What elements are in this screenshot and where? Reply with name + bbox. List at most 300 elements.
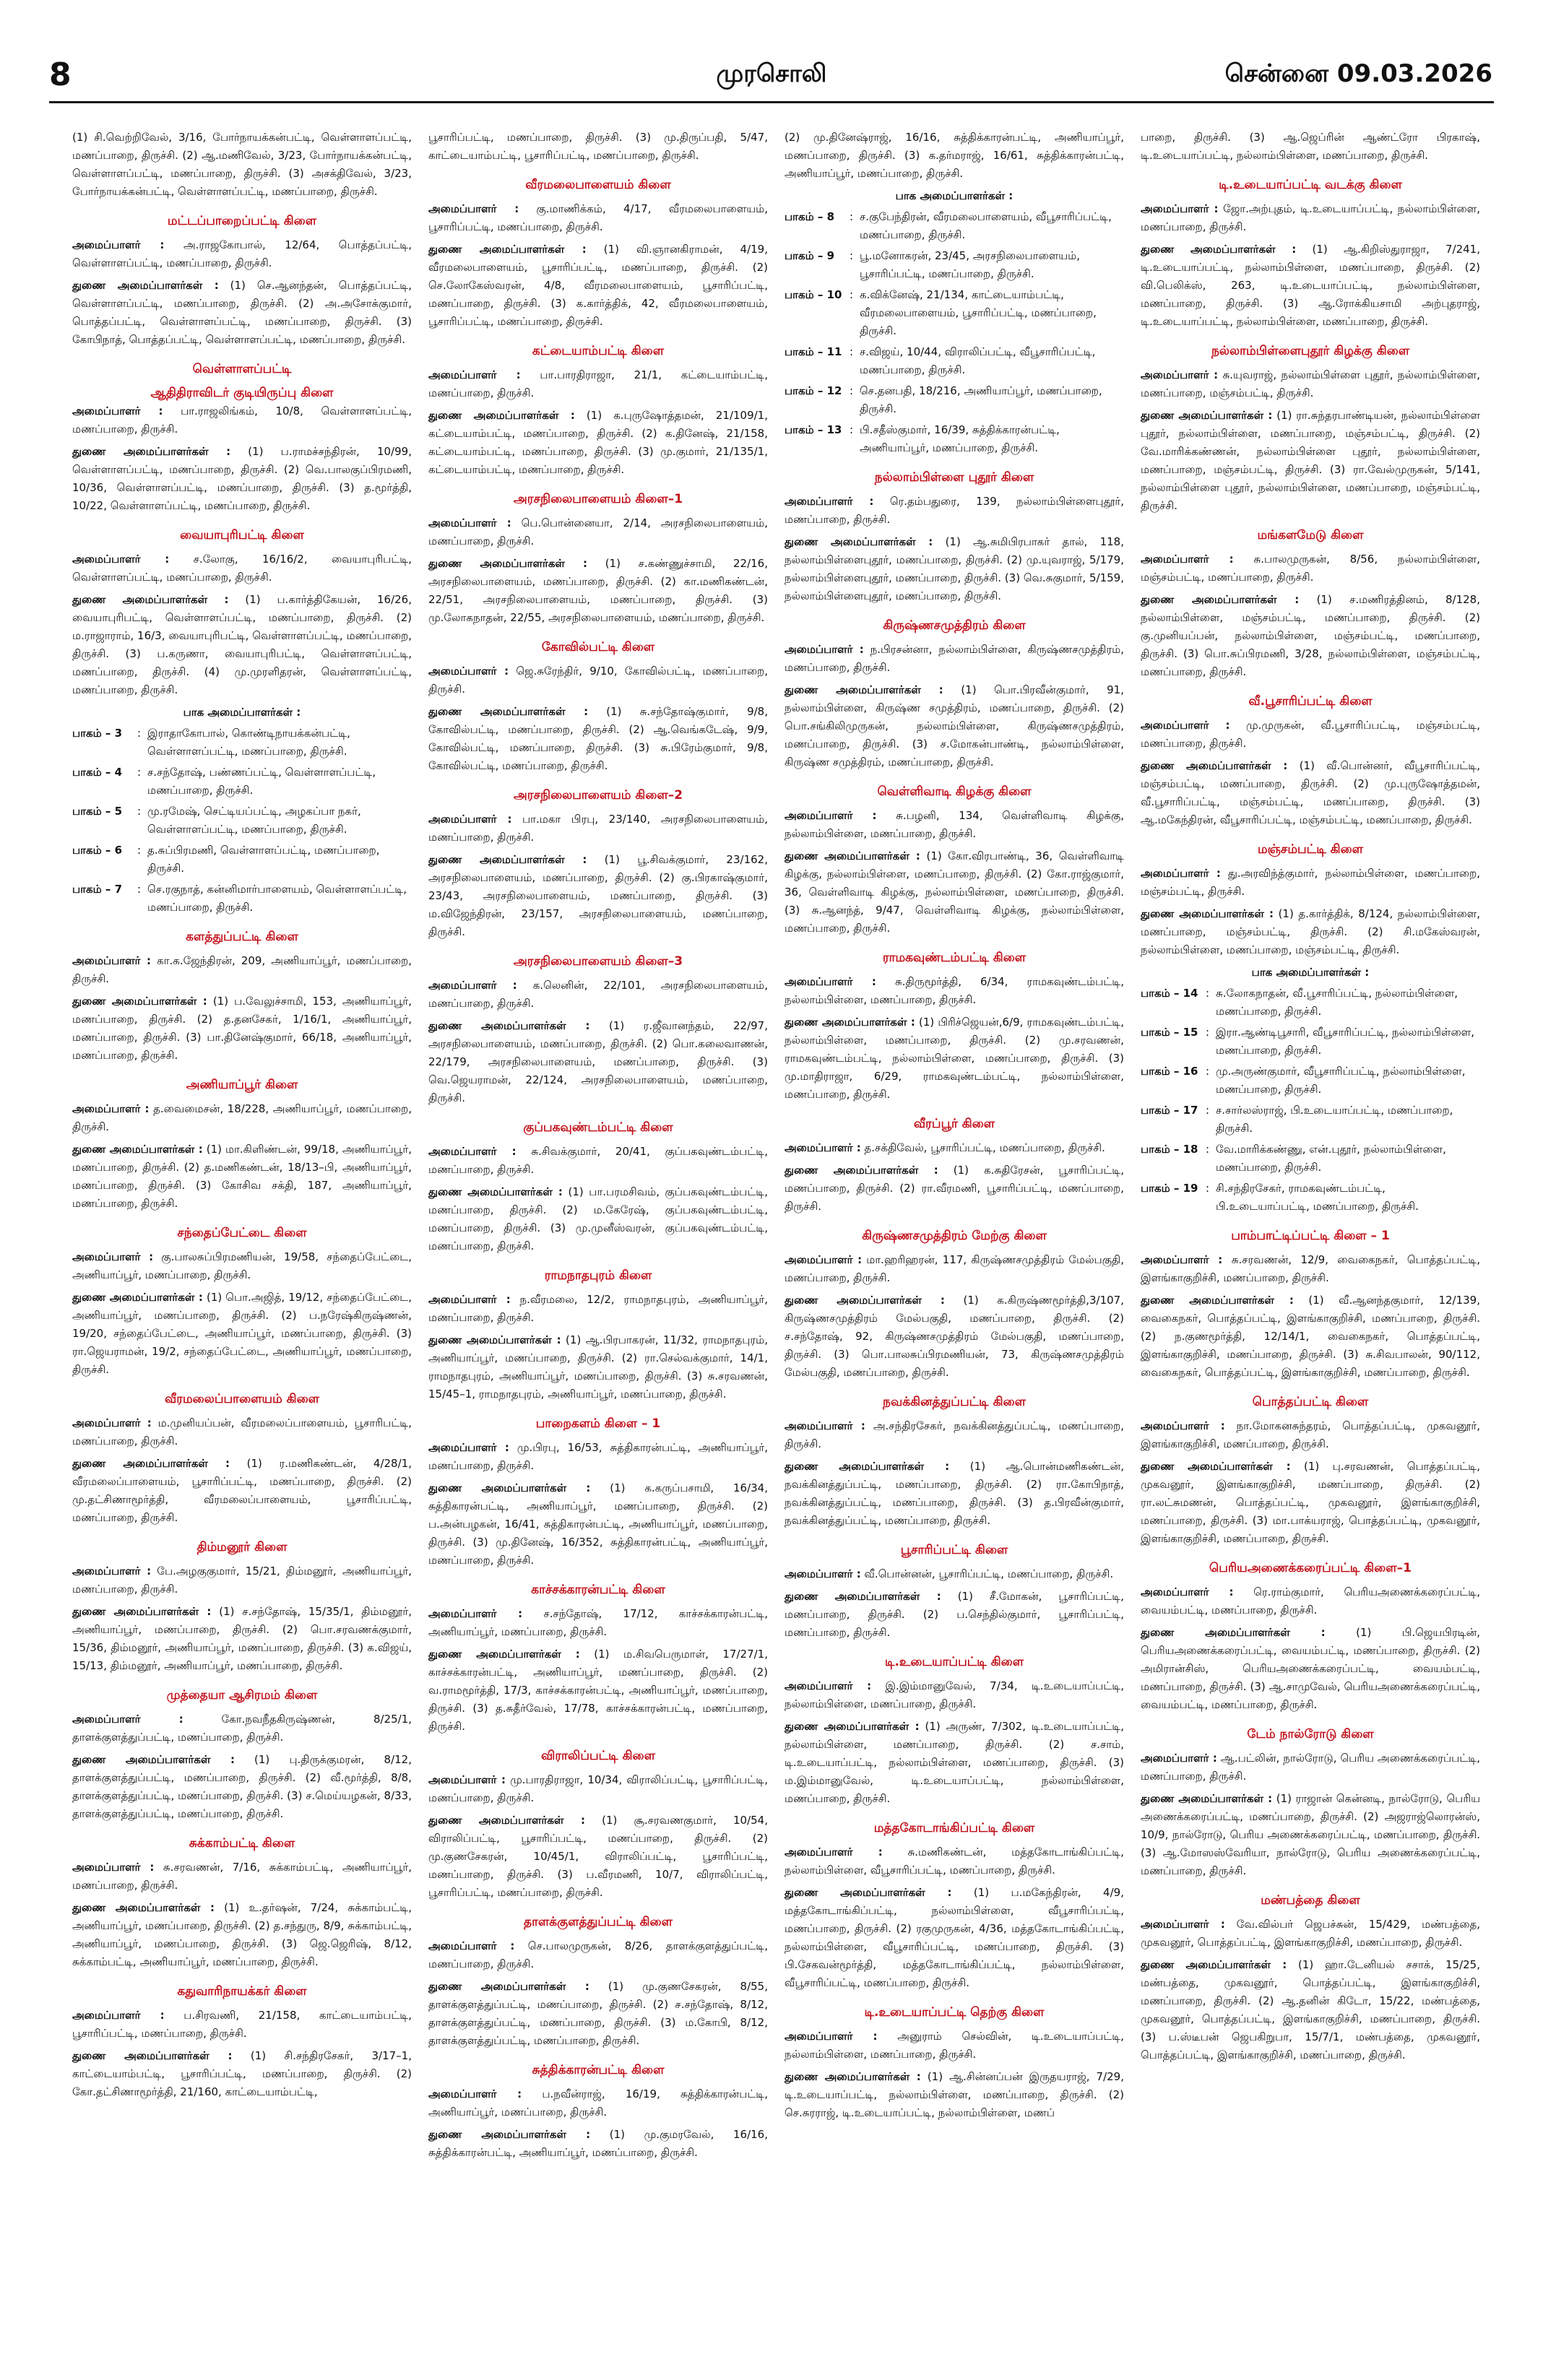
secretary-text: கா.க.ஜேந்திரன், 209, அணியாப்பூர், மணப்பாறை, திருச்சி. [72, 954, 412, 985]
branch-section [1141, 1559, 1480, 1714]
branch-section [428, 129, 768, 165]
secretary-text: சு.திருமூர்த்தி, 6/34, ராமகவுண்டம்பட்டி, நல்லாம்பிள்ளை, மணப்பாறை, திருச்சி. [785, 975, 1124, 1006]
deputies-entry [72, 277, 412, 349]
deputies-entry [1141, 241, 1480, 331]
booth-row [785, 208, 1124, 244]
booth-prefix: பாகம் – [785, 423, 827, 436]
booth-text: த.சுப்பிரமணி, வெள்ளாளப்பட்டி, மணப்பாறை, திருச்சி. [147, 844, 380, 875]
booth-row [785, 343, 1124, 379]
secretary-entry [72, 952, 412, 988]
deputies-text: (1) க.கருப்பசாமி, 16/34, சுத்திகாரன்பட்டி, அணியாப்பூர், மணப்பாறை, திருச்சி. (2) ப.அன்பழகன், 16/41, சுத்திகாரன்பட்டி, அணியாப்பூர், மணப்பாறை, திருச்சி. (3) மு.தினேஷ், 16/352, சுத்திகாரன்பட்டி, அணியாப்பூர், மணப்பாறை, திருச்சி. [428, 1481, 768, 1567]
booth-separator: : [850, 384, 854, 397]
deputies-label: துணை அமைப்பாளர்கள் : [428, 853, 587, 866]
secretary-text: ம.முனியப்பன், வீரமலைப்பாளையம், பூசாரிபட்டி, மணப்பாறை, திருச்சி. [72, 1416, 412, 1448]
branch-title: குப்பகவுண்டம்பட்டி கிளை [523, 1120, 673, 1135]
secretary-entry [1141, 1749, 1480, 1786]
branch-section [1141, 1227, 1480, 1382]
deputies-label: துணை அமைப்பாளர்கள் : [72, 279, 219, 292]
deputies-entry [72, 1751, 412, 1823]
booth-separator: : [137, 805, 142, 818]
deputies-text: (1) க.கிருஷ்ணமூர்த்தி,3/107, கிருஷ்ணசமுத்திரம் மேல்பகுதி, மணப்பாறை, திருச்சி. (2) ச.சந்தோஷ், 92, கிருஷ்ணசமுத்திரம் மேல்பகுதி, மணப்பாறை, திருச்சி. (3) பொ.பாலசுப்பிரமணியன், 73, கிருஷ்ணசமுத்திரம் மேல்பகுதி, மணப்பாறை, திருச்சி. [785, 1294, 1124, 1379]
secretary-text: வீ.பொன்னன், பூசாரிப்பட்டி, மணப்பாறை, திருச்சி. [864, 1567, 1114, 1580]
booth-number [72, 880, 137, 917]
deputies-text: (1) க.புருஷோத்தமன், 21/109/1, கட்டையாம்பட்டி, மணப்பாறை, திருச்சி. (2) க.தினேஷ், 21/158, கட்டையாம்பட்டி, மணப்பாறை, திருச்சி. (3) மு.குமார், 21/135/1, கட்டையாம்பட்டி, மணப்பாறை, திருச்சி. [428, 409, 768, 476]
booth-separator: : [137, 883, 142, 896]
branch-title: விராலிப்பட்டி கிளை [541, 1749, 655, 1763]
secretary-entry [428, 977, 768, 1013]
booth-text: இராதாகோபால், கொண்டிநாயக்கன்பட்டி, வெள்ளாளப்பட்டி, மணப்பாறை, திருச்சி. [147, 727, 350, 758]
deputies-text: (1) க.சுதிரேசன், பூசாரிப்பட்டி, மணப்பாறை, திருச்சி. (2) ரா.வீரமணி, பூசாரிப்பட்டி, மணப்பாறை, திருச்சி. [785, 1164, 1124, 1213]
booth-text: சி.சந்திரசேகர், ராமகவுண்டம்பட்டி, பி.உடையாப்பட்டி, மணப்பாறை, திருச்சி. [1216, 1182, 1419, 1213]
secretary-text: பா.மகா பிரபு, 23/140, அரசநிலைபாளையம், மணப்பாறை, திருச்சி. [428, 813, 768, 844]
deputies-text: (1) ஹா.டேனியல் சசாக், 15/25, மண்பத்தை, முகவனூர், பொத்தப்பட்டி, இளங்காகுறிச்சி, மணப்பாறை, திருச்சி. (2) ஆ.தனின் கிடோ, 15/22, மண்பத்தை, முகவனூர், பொத்தப்பட்டி, இளங்காகுறிச்சி, மணப்பாறை, திருச்சி. (3) ப.ஸ்டீபன் ஜெபகிறுபா, 15/7/1, மண்பத்தை, முகவனூர், பொத்தப்பட்டி, இளங்காகுறிச்சி, மணப்பாறை, திருச்சி. [1141, 1958, 1480, 2061]
deputies-label: துணை அமைப்பாளர்கள் : [1141, 907, 1274, 920]
secretary-entry [72, 1100, 412, 1136]
booth-prefix: பாகம் – [785, 288, 827, 301]
secretary-label: அமைப்பாளர் : [1141, 1918, 1225, 1931]
booth-number [72, 763, 137, 800]
deputies-text: (1) ஆ.பிரபாகரன், 11/32, ராமநாதபுரம், அணியாப்பூர், மணப்பாறை, திருச்சி. (2) ரா.செல்வக்குமார், 14/1, ராமநாதபுரம், அணியாப்பூர், மணப்பாறை, திருச்சி. (3) சு.சரவணன், 15/45–1, ராமநாதபுரம், அணியாப்பூர், மணப்பாறை, திருச்சி. [428, 1333, 768, 1401]
deputies-entry [1141, 1790, 1480, 1880]
booth-separator: : [1206, 1143, 1210, 1156]
secretary-label: அமைப்பாளர் : [1141, 202, 1219, 215]
secretary-entry [785, 1565, 1124, 1583]
secretary-entry [785, 1417, 1124, 1453]
deputies-text: (1) சீ.மோகன், பூசாரிப்பட்டி, மணப்பாறை, திருச்சி. (2) ப.செந்தில்குமார், பூசாரிப்பட்டி, மணப்பாறை, திருச்சி. [785, 1590, 1124, 1639]
deputies-entry [72, 1141, 412, 1213]
secretary-label: அமைப்பாளர் : [1141, 1419, 1225, 1432]
booth-prefix: பாகம் – [785, 384, 827, 397]
deputies-label: துணை அமைப்பாளர்கள் : [428, 1648, 580, 1661]
deputies-entry [428, 1479, 768, 1570]
deputies-text: (1) ச.மணிரத்தினம், 8/128, நல்லாம்பிள்ளை, மஞ்சம்பட்டி, மணப்பாறை, திருச்சி. (2) கு.முனியப்பன், நல்லாம்பிள்ளை, மஞ்சம்பட்டி, மணப்பாறை, திருச்சி. (3) பொ.சுப்பிரமணி, 3/28, நல்லாம்பிள்ளை, மஞ்சம்பட்டி, மணப்பாறை, திருச்சி. [1141, 593, 1480, 678]
deputies-label: துணை அமைப்பாளர்கள் : [72, 995, 207, 1008]
booth-row [785, 286, 1124, 340]
secretary-entry [1141, 1251, 1480, 1287]
booth-text: ச.விஜய், 10/44, விராலிப்பட்டி, வீபூசாரிப்பட்டி, மணப்பாறை, திருச்சி. [860, 345, 1096, 376]
branch-section [72, 1835, 412, 1971]
deputies-entry [72, 591, 412, 699]
deputies-label: துணை அமைப்பாளர்கள் : [428, 409, 575, 422]
secretary-text: து.அரவிந்த்குமார், நல்லாம்பிள்ளை, மணப்பாறை, மஞ்சம்பட்டி, திருச்சி. [1141, 867, 1480, 898]
deputies-text: (1) சி.சந்திரசேகர், 3/17–1, காட்டையாம்பட்டி, பூசாரிப்பட்டி, மணப்பாறை, திருச்சி. (2) கோ.தட்சிணாமூர்த்தி, 21/160, காட்டையாம்பட்டி, [72, 2049, 412, 2098]
booth-prefix: பாகம் – [72, 766, 115, 779]
deputies-label: துணை அமைப்பாளர்கள் : [785, 849, 920, 862]
deputies-label: துணை அமைப்பாளர்கள் : [72, 593, 229, 606]
branch-section [72, 1539, 412, 1675]
branch-title: அரசநிலைபாளையம் கிளை–3 [513, 954, 683, 969]
secretary-text: க.லெனின், 22/101, அரசநிலைபாளையம், மணப்பாறை, திருச்சி. [428, 979, 768, 1010]
deputies-entry [428, 407, 768, 479]
branch-section [1141, 176, 1480, 331]
branch-title: சந்தைப்பேட்டை கிளை [177, 1226, 307, 1240]
deputies-label: துணை அமைப்பாளர்கள் : [1141, 1792, 1273, 1805]
branch-title: கிருஷ்ணசமுத்திரம் கிளை [883, 618, 1026, 633]
booth-row [72, 880, 412, 917]
booth-number [1141, 1141, 1206, 1177]
secretary-text: ந.பிரசன்னா, நல்லாம்பிள்ளை, கிருஷ்ணசமுத்திரம், மணப்பாறை, திருச்சி. [785, 643, 1124, 674]
deputies-label: துணை அமைப்பாளர்கள் : [785, 1590, 941, 1603]
booth-separator: : [137, 844, 142, 857]
booth-text: செ.ரகுநாத், கன்னிமார்பாளையம், வெள்ளாளப்பட்டி, மணப்பாறை, திருச்சி. [147, 883, 407, 914]
booth-prefix: பாகம் – [72, 727, 115, 740]
branch-title: அரசநிலைபாளையம் கிளை–2 [513, 788, 683, 802]
deputies-entry [72, 1899, 412, 1971]
branch-title: வெள்ளாளப்பட்டி [192, 362, 292, 376]
deputies-label: துணை அமைப்பாளர்கள் : [428, 1019, 590, 1032]
masthead [0, 0, 1543, 93]
secretary-label: அமைப்பாளர் : [785, 1567, 861, 1580]
deputies-text: (1) ஆ.பொன்மணிகண்டன், நவக்கினத்துப்பட்டி, மணப்பாறை, திருச்சி. (2) ரா.கோபிநாத், நவக்கினத்துப்பட்டி, மணப்பாறை, திருச்சி. (3) த.பிரவீன்குமார், நவக்கினத்துப்பட்டி, மணப்பாறை, திருச்சி. [785, 1460, 1124, 1527]
deputies-text: (1) பொ.அஜித், 19/12, சந்தைப்பேட்டை, அணியாப்பூர், மணப்பாறை, திருச்சி. (2) ப.நரேஷ்கிருஷ்ணன், 19/20, சந்தைப்பேட்டை, அணியாப்பூர், மணப்பாறை, திருச்சி. (3) ரா.ஜெயராமன், 19/2, சந்தைப்பேட்டை, அணியாப்பூர், மணப்பாறை, திருச்சி. [72, 1291, 412, 1376]
deputies-text: (1) வி.ஞானகிராமன், 4/19, வீரமலைபாளையம், பூசாரிப்பட்டி, மணப்பாறை, திருச்சி. (2) செ.லோகேஸ்வரன், 4/8, வீரமலைபாளையம், பூசாரிப்பட்டி, மணப்பாறை, திருச்சி. (3) க.கார்த்திக், 42, வீரமலைபாளையம், பூசாரிப்பட்டி, மணப்பாறை, திருச்சி. [428, 243, 768, 328]
booth-row [72, 763, 412, 800]
branch-title: வெள்ளிவாடி கிழக்கு கிளை [877, 784, 1032, 799]
deputies-text: (1) த.கார்த்திக், 8/124, நல்லாம்பிள்ளை, மணப்பாறை, மஞ்சம்பட்டி, திருச்சி. (2) சி.மகேஸ்வரன், நல்லாம்பிள்ளை, மணப்பாறை, மஞ்சம்பட்டி, திருச்சி. [1141, 907, 1480, 956]
secretary-entry [785, 2028, 1124, 2064]
secretary-entry [428, 366, 768, 402]
booth-separator: : [850, 249, 854, 262]
continued-text: பூசாரிப்பட்டி, மணப்பாறை, திருச்சி. (3) மு.திருப்பதி, 5/47, காட்டையாம்பட்டி, பூசாரிப்பட்டி, மணப்பாறை, திருச்சி. [428, 131, 768, 162]
deputies-label: துணை அமைப்பாளர்கள் : [785, 1720, 920, 1733]
booth-no: 7 [114, 883, 123, 896]
booth-no: 5 [114, 805, 123, 818]
branch-title: திம்மனூர் கிளை [196, 1540, 288, 1554]
secretary-text: சு.மணிகண்டன், மத்தகோடாங்கிப்பட்டி, நல்லாம்பிள்ளை, வீபூசாரிப்பட்டி, மணப்பாறை, திருச்சி. [785, 1845, 1124, 1877]
branch-title: வீரப்பூர் கிளை [913, 1117, 995, 1131]
secretary-label: அமைப்பாளர் : [428, 813, 512, 826]
deputies-label: துணை அமைப்பாளர்கள் : [428, 557, 588, 570]
secretary-entry [428, 662, 768, 698]
secretary-label: அமைப்பாளர் : [1141, 553, 1234, 566]
booth-prefix: பாகம் – [72, 844, 115, 857]
branch-title: அணியாப்பூர் கிளை [186, 1078, 298, 1092]
branch-section [1141, 527, 1480, 681]
deputies-text: (1) செ.ஆனந்தன், பொத்தப்பட்டி, வெள்ளாளப்பட்டி, மணப்பாறை, திருச்சி. (2) அ.அசோக்குமார், பொத்தப்பட்டி, வெள்ளாளப்பட்டி, மணப்பாறை, திருச்சி. (3) கோபிநாத், பொத்தப்பட்டி, வெள்ளாளப்பட்டி, மணப்பாறை, திருச்சி. [72, 279, 412, 346]
booth-row [1141, 985, 1480, 1021]
branch-title: பாறைகளம் கிளை – 1 [535, 1416, 661, 1431]
deputies-text: (1) சு.சந்தோஷ்குமார், 9/8, கோவில்பட்டி, மணப்பாறை, திருச்சி. (2) ஆ.வெங்கடேஷ், 9/9, கோவில்பட்டி, மணப்பாறை, திருச்சி. (3) சு.பிரேம்குமார், 9/8, கோவில்பட்டி, மணப்பாறை, திருச்சி. [428, 705, 768, 772]
secretary-entry [428, 2085, 768, 2121]
booth-text: இரா.ஆண்டிபூசாரி, வீபூசாரிப்பட்டி, நல்லாம்பிள்ளை, மணப்பாறை, திருச்சி. [1216, 1026, 1474, 1057]
deputies-label: துணை அமைப்பாளர்கள் : [1141, 1958, 1287, 1971]
deputies-label: துணை அமைப்பாளர்கள் : [1141, 243, 1297, 256]
deputies-text: (1) மா.கிளிண்டன், 99/18, அணியாப்பூர், மணப்பாறை, திருச்சி. (2) த.மணிகண்டன், 18/13–பி, அணியாப்பூர், மணப்பாறை, திருச்சி. (3) கோசிவ சக்தி, 187, அணியாப்பூர், மணப்பாறை, திருச்சி. [72, 1143, 412, 1210]
deputies-label: துணை அமைப்பாளர்கள் : [785, 683, 943, 696]
branch-title: மட்டப்பாறைப்பட்டி கிளை [167, 214, 317, 228]
secretary-entry [1141, 1916, 1480, 1952]
booth-text: பூ.மனோகரன், 23/45, அரசநிலைபாளையம், பூசாரிப்பட்டி, மணப்பாறை, திருச்சி. [860, 249, 1080, 280]
deputies-label: துணை அமைப்பாளர்கள் : [428, 243, 587, 256]
booth-number [785, 247, 850, 283]
booth-number [785, 208, 850, 244]
deputies-text: (1) கோ.விரபாண்டி, 36, வெள்ளிவாடி கிழக்கு, நல்லாம்பிள்ளை, மணப்பாறை, திருச்சி. (2) கோ.ராஜ்குமார், 36, வெள்ளிவாடி கிழக்கு, நல்லாம்பிள்ளை, மணப்பாறை, திருச்சி. (3) சு.ஆனந்த், 9/47, வெள்ளிவாடி கிழக்கு, நல்லாம்பிள்ளை, மணப்பாறை, திருச்சி. [785, 849, 1124, 935]
secretary-entry [785, 1139, 1124, 1157]
secretary-label: அமைப்பாளர் : [785, 1141, 861, 1154]
secretary-entry [72, 550, 412, 587]
secretary-label: அமைப்பாளர் : [428, 1939, 515, 1952]
secretary-entry [72, 1248, 412, 1284]
secretary-entry [72, 1562, 412, 1598]
secretary-text: த.சக்திவேல், பூசாரிப்பட்டி, மணப்பாறை, திருச்சி. [864, 1141, 1105, 1154]
deputies-entry [428, 851, 768, 941]
deputies-text: (1) பொ.பிரவீன்குமார், 91, நல்லாம்பிள்ளை, கிருஷ்ண சமுத்திரம், மணப்பாறை, திருச்சி. (2) பொ.சங்கிலிமுருகன், நல்லாம்பிள்ளை, கிருஷ்ணசமுத்திரம், மணப்பாறை, திருச்சி. (3) ச.மோகன்பாண்டி, நல்லாம்பிள்ளை, கிருஷ்ண சமுத்திரம், மணப்பாறை, திருச்சி. [785, 683, 1124, 769]
branch-section [785, 1115, 1124, 1216]
branch-section [72, 1983, 412, 2101]
deputies-entry [428, 2126, 768, 2162]
secretary-text: ப.சிரவணி, 21/158, காட்டையாம்பட்டி, பூசாரிப்பட்டி, மணப்பாறை, திருச்சி. [72, 2009, 412, 2040]
branch-section [428, 342, 768, 479]
branch-section [72, 129, 412, 201]
branch-title: வீரமலைபாளையம் கிளை [525, 178, 671, 192]
deputies-label: துணை அமைப்பாளர்கள் : [72, 1291, 203, 1304]
secretary-label: அமைப்பாளர் : [1141, 1585, 1234, 1598]
booth-prefix: பாகம் – [1141, 1182, 1183, 1195]
deputies-entry [785, 1161, 1124, 1216]
branch-title: டேம் நால்ரோடு கிளை [1247, 1727, 1374, 1741]
booth-no: 10 [826, 288, 842, 301]
branch-title: காச்சக்காரன்பட்டி கிளை [531, 1583, 665, 1597]
deputies-text: (1) உ.தர்ஷன், 7/24, சுக்காம்பட்டி, அணியாப்பூர், மணப்பாறை, திருச்சி. (2) த.சந்துரு, 8/9, சுக்காம்பட்டி, அணியாப்பூர், மணப்பாறை, திருச்சி. (3) ஜெ.ஜெரிஷ், 8/12, சுக்காம்பட்டி, அணியாப்பூர், மணப்பாறை, திருச்சி. [72, 1901, 412, 1968]
branch-section [785, 129, 1124, 457]
booth-no: 9 [826, 249, 835, 262]
branch-section [785, 1819, 1124, 1992]
secretary-entry [1141, 865, 1480, 901]
column-4 [1141, 129, 1480, 2360]
deputies-label: துணை அமைப்பாளர்கள் : [1141, 593, 1300, 606]
booth-no: 16 [1183, 1065, 1198, 1078]
branch-section [1141, 1393, 1480, 1548]
deputies-text: (1) ப.ராமச்சந்திரன், 10/99, வெள்ளாளப்பட்டி, மணப்பாறை, திருச்சி. (2) வெ.பாலகுப்பிரமணி, 10/36, வெள்ளாளப்பட்டி, மணப்பாறை, திருச்சி. (3) த.மூர்த்தி, 10/22, வெள்ளாளப்பட்டி, மணப்பாறை, திருச்சி. [72, 445, 412, 512]
branch-section [428, 639, 768, 775]
branch-section [428, 2061, 768, 2162]
deputies-label: துணை அமைப்பாளர்கள் : [428, 1481, 591, 1494]
booth-no: 13 [826, 423, 842, 436]
deputies-entry [1141, 1458, 1480, 1548]
secretary-text: சு.சரவணன், 7/16, சுக்காம்பட்டி, அணியாப்பூர், மணப்பாறை, திருச்சி. [72, 1861, 412, 1892]
secretary-label: அமைப்பாளர் : [1141, 867, 1221, 880]
secretary-entry [428, 1937, 768, 1973]
secretary-label: அமைப்பாளர் : [428, 1773, 506, 1786]
deputies-label: துணை அமைப்பாளர்கள் : [1141, 409, 1273, 422]
secretary-entry [1141, 717, 1480, 753]
branch-title: நவக்கினத்துப்பட்டி கிளை [883, 1395, 1026, 1409]
secretary-label: அமைப்பாளர் : [72, 553, 170, 566]
booth-no: 18 [1183, 1143, 1198, 1156]
booth-separator: : [1206, 1026, 1210, 1039]
branch-section [428, 1581, 768, 1736]
booth-no: 4 [114, 766, 123, 779]
branch-title: வீ.பூசாரிப்பட்டி கிளை [1248, 694, 1373, 709]
deputies-entry [1141, 757, 1480, 829]
deputies-label: துணை அமைப்பாளர்கள் : [785, 1294, 945, 1307]
secretary-entry [785, 1251, 1124, 1287]
secretary-text: பா.ராஜலிங்கம், 10/8, வெள்ளாளப்பட்டி, மணப்பாறை, திருச்சி. [72, 404, 412, 436]
secretary-text: பே.அழகுகுமார், 15/21, திம்மனூர், அணியாப்பூர், மணப்பாறை, திருச்சி. [72, 1565, 412, 1596]
branch-title: கோவில்பட்டி கிளை [541, 640, 655, 654]
secretary-label: அமைப்பாளர் : [428, 516, 511, 529]
deputies-text: (1) பி.ஜெயபிரடின், பெரியஅணைக்கரைப்பட்டி, வையம்பட்டி, மணப்பாறை, திருச்சி. (2) அமிரான்சிஸ், பெரியஅணைக்கரைப்பட்டி, வையம்பட்டி, மணப்பாறை, திருச்சி. (3) ஆ.சாமுவேல், பெரியஅணைக்கரைப்பட்டி, வையம்பட்டி, மணப்பாறை, திருச்சி. [1141, 1626, 1480, 1711]
secretary-label: அமைப்பாளர் : [428, 368, 521, 381]
header-rule [49, 101, 1494, 103]
deputies-label: துணை அமைப்பாளர்கள் : [1141, 1460, 1291, 1473]
deputies-entry [428, 1645, 768, 1736]
secretary-label: அமைப்பாளர் : [785, 2030, 878, 2043]
secretary-text: ஆ.பட்லின், நால்ரோடு, பெரிய அணைக்கரைப்பட்டி, மணப்பாறை, திருச்சி. [1141, 1752, 1480, 1783]
deputies-text: (1) ர.ஜீவானந்தம், 22/97, அரசநிலைபாளையம், மணப்பாறை, திருச்சி. (2) பொ.கலைவாணன், 22/179, அரசநிலைபாளையம், மணப்பாறை, திருச்சி. (3) வெ.ஜெயராமன், 22/124, அரசநிலைபாளையம், மணப்பாறை, திருச்சி. [428, 1019, 768, 1104]
booth-prefix: பாகம் – [785, 210, 827, 223]
deputies-text: (1) ஆ.சுமிபிரபாகர் தால், 118, நல்லாம்பிள்ளைபுதூர், மணப்பாறை, திருச்சி. (2) மு.யுவராஜ், 5/179, நல்லாம்பிள்ளைபுதூர், மணப்பாறை, திருச்சி. (3) வெ.சுகுமார், 5/159, நல்லாம்பிள்ளைபுதூர், மணப்பாறை, திருச்சி. [785, 535, 1124, 602]
secretary-text: மு.பிரபு, 16/53, சுத்திகாரன்பட்டி, அணியாப்பூர், மணப்பாறை, திருச்சி. [428, 1441, 768, 1472]
secretary-text: ப.நவீன்ராஜ், 16/19, சுத்திக்காரன்பட்டி, அணியாப்பூர், மணப்பாறை, திருச்சி. [428, 2087, 768, 2119]
deputies-text: (1) ர.மணிகண்டன், 4/28/1, வீரமலைப்பாளையம், பூசாரிப்பட்டி, மணப்பாறை, திருச்சி. (2) மு.தட்சிணாமூர்த்தி, வீரமலைப்பாளையம், பூசாரிப்பட்டி, மணப்பாறை, திருச்சி. [72, 1457, 412, 1524]
secretary-text: மு.பாரதிராஜா, 10/34, விராலிப்பட்டி, பூசாரிப்பட்டி, மணப்பாறை, திருச்சி. [428, 1773, 768, 1804]
deputies-label: துணை அமைப்பாளர்கள் : [72, 1143, 203, 1156]
branch-section [72, 1224, 412, 1379]
booth-row [1141, 1180, 1480, 1216]
continued-text: (2) மு.தினேஷ்ராஜ், 16/16, சுத்திக்காரன்பட்டி, அணியாப்பூர், மணப்பாறை, திருச்சி. (3) க.தர்மராஜ், 16/61, சுத்திக்காரன்பட்டி, அணியாப்பூர், மணப்பாறை, திருச்சி. [785, 131, 1124, 180]
booth-row [72, 841, 412, 878]
deputies-entry [428, 1331, 768, 1403]
secretary-entry [428, 1291, 768, 1327]
deputies-text: (1) ஆ.கிறிஸ்துராஜா, 7/241, டி.உடையாப்பட்டி, நல்லாம்பிள்ளை, மணப்பாறை, திருச்சி. (2) வி.பெலிக்ஸ், 263, டி.உடையாப்பட்டி, நல்லாம்பிள்ளை, மணப்பாறை, திருச்சி. (3) ஆ.ரோக்கியசாமி அற்புதராஜ், டி.உடையாப்பட்டி, நல்லாம்பிள்ளை, மணப்பாறை, திருச்சி. [1141, 243, 1480, 328]
branch-title: ராமகவுண்டம்பட்டி கிளை [882, 951, 1026, 965]
booth-number [785, 382, 850, 418]
secretary-text: ச.சந்தோஷ், 17/12, காச்சக்காரன்பட்டி, அணியாப்பூர், மணப்பாறை, திருச்சி. [428, 1607, 768, 1638]
booth-separator: : [137, 727, 142, 740]
deputies-text: (1) பு.திருக்குமரன், 8/12, தாளக்குளத்துப்பட்டி, மணப்பாறை, திருச்சி. (2) வீ.மூர்த்தி, 8/8, தாளக்குளத்துப்பட்டி, மணப்பாறை, திருச்சி. (3) ச.மெய்யழகன், 8/33, தாளக்குளத்துப்பட்டி, மணப்பாறை, திருச்சி. [72, 1753, 412, 1820]
deputies-text: (1) ச.கண்ணுச்சாமி, 22/16, அரசநிலைபாளையம், மணப்பாறை, திருச்சி. (2) கா.மணிகண்டன், 22/51, அரசநிலைபாளையம், மணப்பாறை, திருச்சி. (3) மு.லோகநாதன், 22/55, அரசநிலைபாளையம், மணப்பாறை, திருச்சி. [428, 557, 768, 624]
booth-number [785, 343, 850, 379]
paper-name: முரசொலி [716, 59, 827, 88]
deputies-label: துணை அமைப்பாளர்கள் : [1141, 1294, 1294, 1307]
branch-section [72, 928, 412, 1065]
branch-title: கதுவாரிநாயக்கர் கிளை [177, 1984, 307, 1999]
booth-text: மு.அருண்குமார், வீபூசாரிப்பட்டி, நல்லாம்பிள்ளை, மணப்பாறை, திருச்சி. [1216, 1065, 1466, 1096]
continued-text: பாறை, திருச்சி. (3) ஆ.ஜெப்ரின் ஆண்ட்ரோ பிரகாஷ், டி.உடையாப்பட்டி, நல்லாம்பிள்ளை, மணப்பாறை, திருச்சி. [1141, 131, 1480, 162]
deputies-entry [428, 241, 768, 331]
branch-title: நல்லாம்பிள்ளைபுதூர் கிழக்கு கிளை [1211, 344, 1410, 358]
branch-title: நல்லாம்பிள்ளை புதூர் கிளை [874, 470, 1034, 485]
booth-prefix: பாகம் – [72, 805, 115, 818]
booth-row [785, 247, 1124, 283]
branch-section [428, 176, 768, 331]
branch-title: சுத்திக்காரன்பட்டி கிளை [532, 2063, 665, 2077]
column-3 [785, 129, 1124, 2360]
secretary-label: அமைப்பாளர் : [785, 1845, 883, 1858]
booth-no: 14 [1183, 987, 1198, 1000]
booth-prefix: பாகம் – [1141, 1143, 1183, 1156]
deputies-text: (1) ம.சிவபெருமாள், 17/27/1, காச்சக்காரன்பட்டி, அணியாப்பூர், மணப்பாறை, திருச்சி. (2) வ.ராமமூர்த்தி, 17/3, காச்சக்காரன்பட்டி, அணியாப்பூர், மணப்பாறை, திருச்சி. (3) த.சுதீர்வேல், 17/78, காச்சக்காரன்பட்டி, மணப்பாறை, திருச்சி. [428, 1648, 768, 1733]
secretary-text: சு.சரவணன், 12/9, வைகைநகர், பொத்தப்பட்டி, இளங்காகுறிச்சி, மணப்பாறை, திருச்சி. [1141, 1253, 1480, 1284]
booth-no: 3 [114, 727, 123, 740]
branch-section [785, 1227, 1124, 1382]
booth-prefix: பாகம் – [1141, 1026, 1183, 1039]
deputies-label: துணை அமைப்பாளர்கள் : [785, 2070, 921, 2083]
secretary-entry [785, 493, 1124, 529]
secretary-label: அமைப்பாளர் : [1141, 1253, 1223, 1266]
booth-list-title: பாக அமைப்பாளர்கள் : [183, 706, 301, 719]
branch-section [1141, 693, 1480, 829]
secretary-entry [1141, 1583, 1480, 1619]
branch-section [1141, 841, 1480, 1216]
secretary-text: சு.சிவக்குமார், 20/41, குப்பகவுண்டம்பட்டி, மணப்பாறை, திருச்சி. [428, 1145, 768, 1176]
booth-text: ச.குபேந்திரன், வீரமலைபாளையம், வீபூசாரிப்பட்டி, மணப்பாறை, திருச்சி. [860, 210, 1112, 241]
secretary-entry [1141, 550, 1480, 587]
deputies-text: (1) ப.மகேந்திரன், 4/9, மத்தகோடாங்கிப்பட்டி, நல்லாம்பிள்ளை, வீபூசாரிப்பட்டி, மணப்பாறை, திருச்சி. (2) ரகுமுருகன், 4/36, மத்தகோடாங்கிப்பட்டி, நல்லாம்பிள்ளை, வீபூசாரிப்பட்டி, மணப்பாறை, திருச்சி. (3) பி.சேகவன்மூர்த்தி, மத்தகோடாங்கிப்பட்டி, நல்லாம்பிள்ளை, வீபூசாரிப்பட்டி, மணப்பாறை, திருச்சி. [785, 1886, 1124, 1989]
branch-title: மங்களமேடு கிளை [1257, 528, 1364, 542]
secretary-label: அமைப்பாளர் : [1141, 1752, 1217, 1765]
branch-title: சுக்காம்பட்டி கிளை [189, 1836, 295, 1851]
secretary-entry [785, 641, 1124, 677]
deputies-entry [1141, 1624, 1480, 1714]
booth-row [1141, 1063, 1480, 1099]
deputies-text: (1) பா.பரமசிவம், குப்பகவுண்டம்பட்டி, மணப்பாறை, திருச்சி. (2) ம.கேரேஷ், குப்பகவுண்டம்பட்டி, மணப்பாறை, திருச்சி. (3) மு.முனீஸ்வரன், குப்பகவுண்டம்பட்டி, மணப்பாறை, திருச்சி. [428, 1185, 768, 1252]
branch-title: டி.உடையாப்பட்டி கிளை [884, 1655, 1024, 1669]
branch-section [785, 949, 1124, 1104]
secretary-text: அ.சந்திரசேகர், நவக்கினத்துப்பட்டி, மணப்பாறை, திருச்சி. [785, 1419, 1124, 1450]
branch-section [1141, 1726, 1480, 1880]
branch-title: கட்டையாம்பட்டி கிளை [532, 344, 665, 358]
branch-section [1141, 129, 1480, 165]
secretary-label: அமைப்பாளர் : [785, 975, 876, 988]
branch-title: களத்துப்பட்டி கிளை [186, 930, 298, 944]
secretary-label: அமைப்பாளர் : [72, 404, 163, 417]
secretary-entry [72, 1414, 412, 1450]
secretary-label: அமைப்பாளர் : [785, 1419, 865, 1432]
deputies-entry [428, 1812, 768, 1902]
secretary-entry [785, 1677, 1124, 1713]
booth-prefix: பாகம் – [72, 883, 115, 896]
page-number: 8 [49, 56, 72, 93]
booth-row [1141, 1102, 1480, 1138]
deputies-label: துணை அமைப்பாளர்கள் : [428, 1814, 586, 1827]
branch-section [72, 212, 412, 349]
deputies-entry [72, 992, 412, 1065]
deputies-label: துணை அமைப்பாளர்கள் : [1141, 759, 1288, 772]
booth-separator: : [850, 345, 854, 358]
deputies-entry [785, 1291, 1124, 1382]
booth-separator: : [1206, 987, 1210, 1000]
branch-section [72, 360, 412, 515]
secretary-label: அமைப்பாளர் : [785, 643, 864, 656]
secretary-text: அனுராம் செல்வின், டி.உடையாப்பட்டி, நல்லாம்பிள்ளை, மணப்பாறை, திருச்சி. [785, 2030, 1124, 2061]
booth-text: மு.ரமேஷ், செட்டியப்பட்டி, அழகப்பா நகர், வெள்ளாளப்பட்டி, மணப்பாறை, திருச்சி. [147, 805, 361, 836]
deputies-label: துணை அமைப்பாளர்கள் : [428, 1333, 561, 1346]
deputies-label: துணை அமைப்பாளர்கள் : [428, 705, 589, 718]
secretary-label: அமைப்பாளர் : [428, 1145, 517, 1158]
branch-title: பொத்தப்பட்டி கிளை [1252, 1395, 1369, 1409]
secretary-text: சு.யுவராஜ், நல்லாம்பிள்ளை புதூர், நல்லாம்பிள்ளை, மணப்பாறை, மஞ்சம்பட்டி, திருச்சி. [1141, 368, 1480, 399]
branch-section [1141, 342, 1480, 515]
deputies-entry [785, 1884, 1124, 1992]
secretary-label: அமைப்பாளர் : [785, 1253, 863, 1266]
branch-title: தாளக்குளத்துப்பட்டி கிளை [524, 1915, 673, 1929]
deputies-label: துணை அமைப்பாளர்கள் : [72, 2049, 233, 2062]
booth-separator: : [1206, 1182, 1210, 1195]
secretary-entry [785, 807, 1124, 843]
deputies-entry [428, 555, 768, 627]
booth-separator: : [850, 288, 854, 301]
booth-separator: : [850, 210, 854, 223]
booth-no: 6 [114, 844, 123, 857]
branch-title: மத்தகோடாங்கிப்பட்டி கிளை [873, 1821, 1035, 1835]
secretary-entry [72, 402, 412, 438]
booth-row [72, 724, 412, 761]
deputies-entry [785, 533, 1124, 605]
branch-section [72, 1390, 412, 1527]
secretary-label: அமைப்பாளர் : [785, 495, 874, 508]
